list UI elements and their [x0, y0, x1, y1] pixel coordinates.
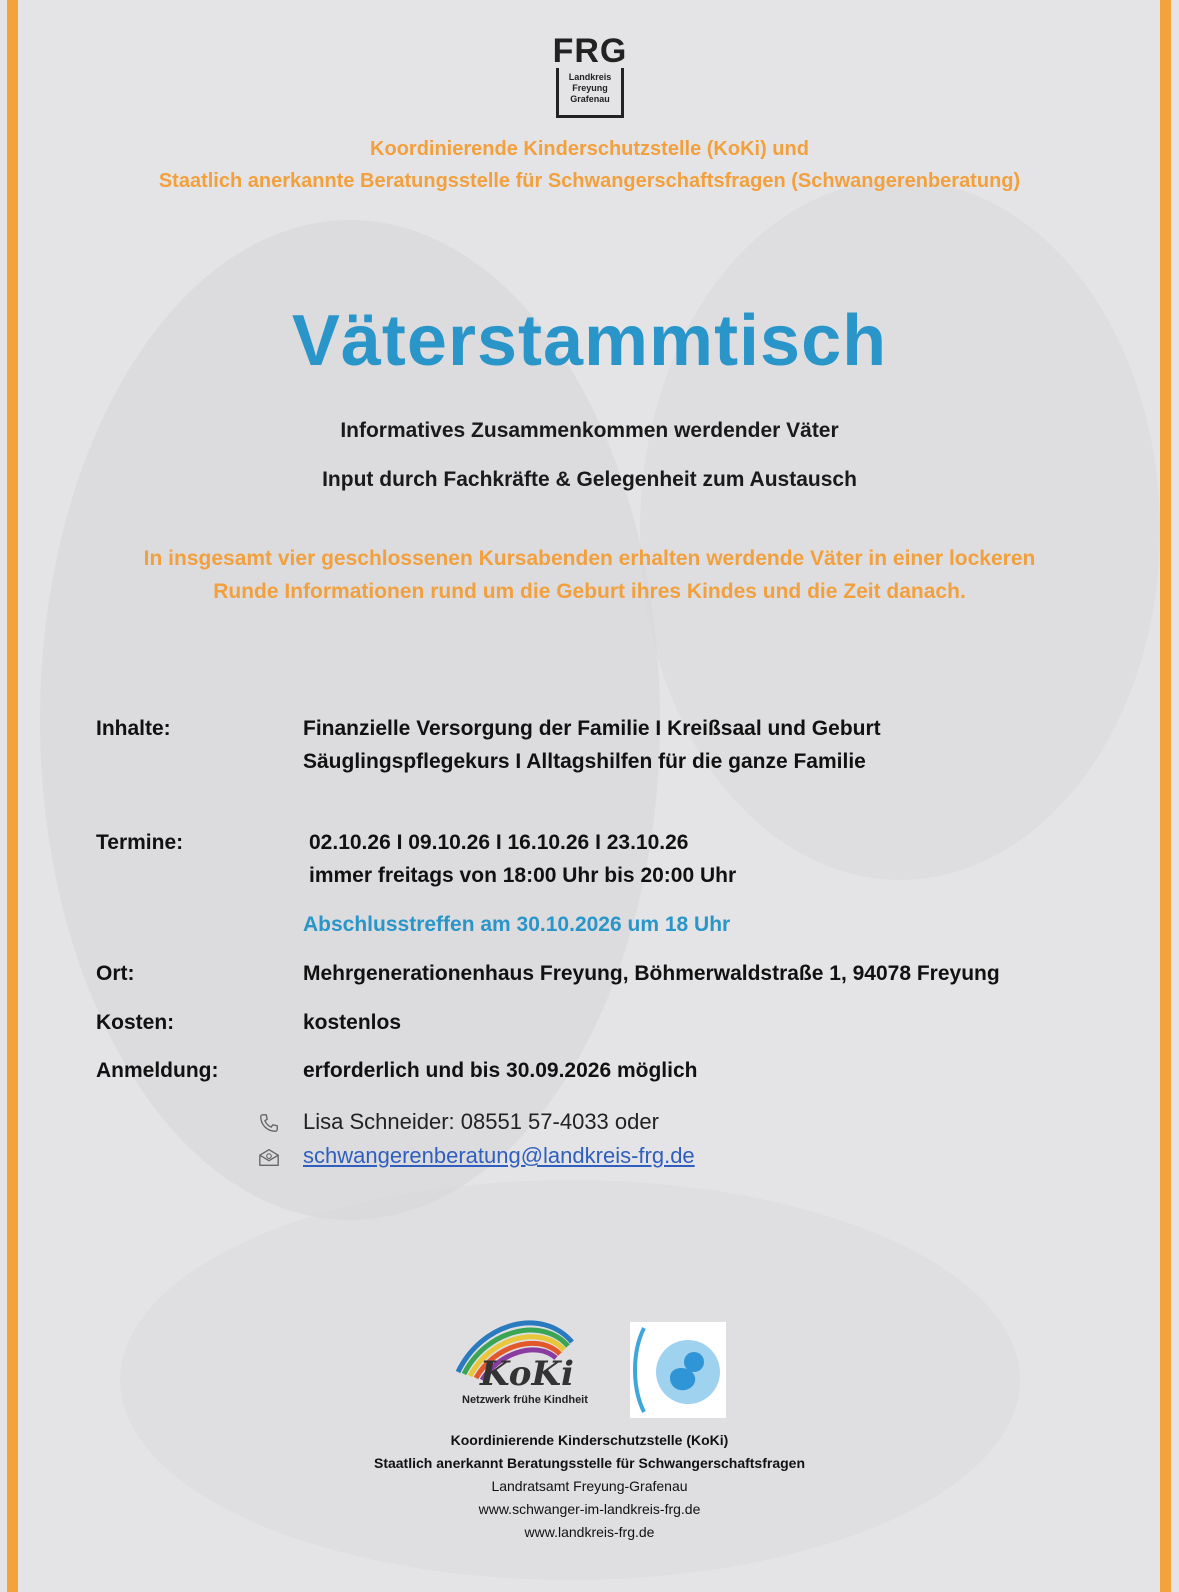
- frg-logo: [544, 34, 636, 118]
- anmeldung-value: erforderlich und bis 30.09.2026 möglich: [303, 1059, 698, 1082]
- inhalte-line-2: Säuglingspflegekurs I Alltagshilfen für die ganze Familie: [303, 750, 866, 773]
- embryo-icon: [630, 1322, 726, 1418]
- footer-line-3: Landratsamt Freyung-Grafenau: [491, 1478, 688, 1494]
- ort-value: Mehrgenerationenhaus Freyung, Böhmerwaldstraße 1, 94078 Freyung: [303, 962, 1000, 985]
- frg-logo-box: [556, 68, 624, 118]
- intro-line-1: In insgesamt vier geschlossenen Kursabenden erhalten werdende Väter in einer lockeren: [143, 547, 1036, 570]
- frg-logo-abbr: FRG: [552, 32, 628, 70]
- frg-logo-line2: Freyung: [572, 83, 608, 93]
- inhalte-line-1: Finanzielle Versorgung der Familie I Kreißsaal und Geburt: [303, 717, 881, 740]
- intro-line-2: Runde Informationen rund um die Geburt ihres Kindes und die Zeit danach.: [213, 580, 966, 603]
- kosten-label: Kosten:: [96, 1011, 175, 1034]
- phone-icon: [258, 1112, 280, 1134]
- inhalte-label: Inhalte:: [96, 717, 171, 740]
- footer-line-2: Staatlich anerkannt Beratungsstelle für Schwangerschaftsfragen: [373, 1455, 805, 1471]
- footer-website-1[interactable]: www.schwanger-im-landkreis-frg.de: [478, 1501, 701, 1517]
- anmeldung-label: Anmeldung:: [96, 1059, 219, 1082]
- abschlusstreffen: Abschlusstreffen am 30.10.2026 um 18 Uhr: [303, 913, 731, 936]
- footer-website-2[interactable]: www.landkreis-frg.de: [524, 1524, 655, 1540]
- header-line-1: Koordinierende Kinderschutzstelle (KoKi) und: [370, 138, 809, 160]
- schwangerenberatung-logo: [630, 1322, 726, 1418]
- subtitle-1: Informatives Zusammenkommen werdender Väter: [340, 419, 839, 442]
- koki-logo-name: KoKi: [480, 1354, 574, 1394]
- contact-email-link[interactable]: schwangerenberatung@landkreis-frg.de: [303, 1143, 695, 1168]
- koki-logo-tagline: Netzwerk frühe Kindheit: [462, 1394, 588, 1406]
- subtitle-2: Input durch Fachkräfte & Gelegenheit zum Austausch: [322, 468, 857, 491]
- frg-logo-line1: Landkreis: [568, 72, 612, 82]
- termine-dates: 02.10.26 I 09.10.26 I 16.10.26 I 23.10.26: [309, 831, 689, 854]
- ort-label: Ort:: [96, 962, 135, 985]
- email-icon: [258, 1146, 280, 1168]
- footer-line-1: Koordinierende Kinderschutzstelle (KoKi): [450, 1432, 729, 1448]
- frg-logo-line3: Grafenau: [570, 94, 610, 104]
- kosten-value: kostenlos: [303, 1011, 402, 1034]
- termine-label: Termine:: [96, 831, 184, 854]
- page-title: Väterstammtisch: [291, 301, 888, 381]
- contact-phone: Lisa Schneider: 08551 57-4033 oder: [303, 1109, 659, 1134]
- termine-time: immer freitags von 18:00 Uhr bis 20:00 Uhr: [309, 864, 737, 887]
- header-line-2: Staatlich anerkannte Beratungsstelle für Schwangerschaftsfragen (Schwangerenberatung): [158, 170, 1021, 192]
